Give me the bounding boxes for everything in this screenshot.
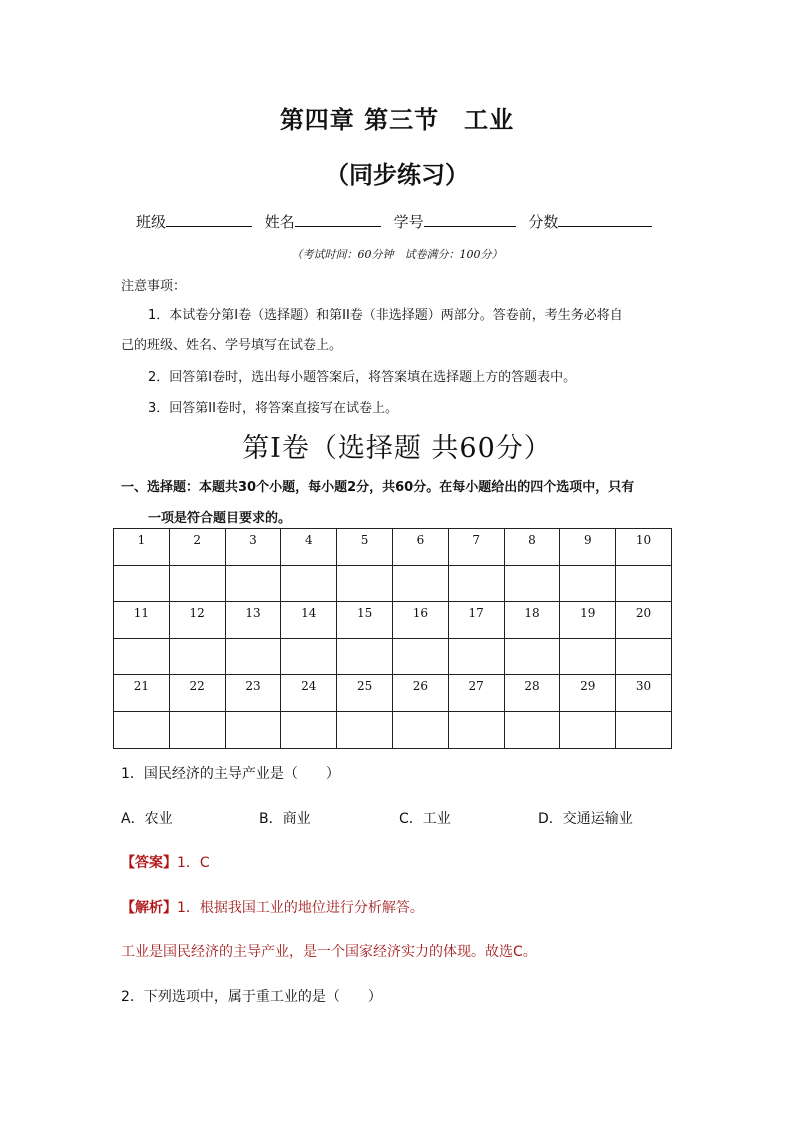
question-number-cell: 10 bbox=[616, 529, 672, 566]
question-number-cell: 4 bbox=[281, 529, 337, 566]
answer-value: 1．C bbox=[177, 855, 210, 871]
answer-blank-cell[interactable] bbox=[560, 711, 616, 748]
question-number-cell: 21 bbox=[114, 675, 170, 712]
student-info-line bbox=[136, 211, 660, 232]
question-number-cell: 27 bbox=[448, 675, 504, 712]
answer-table-number-row bbox=[114, 529, 672, 566]
answer-blank-cell[interactable] bbox=[392, 711, 448, 748]
answer-blank-cell[interactable] bbox=[114, 638, 170, 675]
answer-blank-cell[interactable] bbox=[337, 638, 393, 675]
question-number-cell: 11 bbox=[114, 602, 170, 639]
student-id-blank[interactable] bbox=[424, 212, 516, 227]
answer-table-blank-row bbox=[114, 711, 672, 748]
question-number-cell: 19 bbox=[560, 602, 616, 639]
question-number-cell: 12 bbox=[169, 602, 225, 639]
question-1-option-c[interactable]: C．工业 bbox=[399, 811, 451, 827]
question-number-cell: 3 bbox=[225, 529, 281, 566]
question-number-cell: 20 bbox=[616, 602, 672, 639]
question-1-stem: 1．国民经济的主导产业是（ ） bbox=[121, 766, 340, 782]
question-number-cell: 8 bbox=[504, 529, 560, 566]
question-number-cell: 30 bbox=[616, 675, 672, 712]
note-item-1-cont: 己的班级、姓名、学号填写在试卷上。 bbox=[121, 338, 343, 353]
answer-blank-cell[interactable] bbox=[448, 565, 504, 602]
question-number-cell: 17 bbox=[448, 602, 504, 639]
question-2-stem: 2．下列选项中，属于重工业的是（ ） bbox=[121, 989, 382, 1005]
question-number-cell: 1 bbox=[114, 529, 170, 566]
answer-blank-cell[interactable] bbox=[337, 711, 393, 748]
question-number-cell: 9 bbox=[560, 529, 616, 566]
answer-blank-cell[interactable] bbox=[169, 565, 225, 602]
answer-blank-cell[interactable] bbox=[448, 711, 504, 748]
answer-blank-cell[interactable] bbox=[225, 565, 281, 602]
answer-table-number-row bbox=[114, 675, 672, 712]
answer-blank-cell[interactable] bbox=[225, 638, 281, 675]
answer-table bbox=[113, 528, 672, 749]
answer-blank-cell[interactable] bbox=[281, 565, 337, 602]
question-number-cell: 18 bbox=[504, 602, 560, 639]
answer-blank-cell[interactable] bbox=[560, 638, 616, 675]
volume-title: 第I卷（选择题 共60分） bbox=[242, 433, 552, 464]
question-number-cell: 5 bbox=[337, 529, 393, 566]
answer-blank-cell[interactable] bbox=[392, 638, 448, 675]
answer-table-blank-row bbox=[114, 565, 672, 602]
answer-blank-cell[interactable] bbox=[169, 711, 225, 748]
question-number-cell: 28 bbox=[504, 675, 560, 712]
answer-label: 【答案】 bbox=[121, 855, 177, 871]
answer-blank-cell[interactable] bbox=[337, 565, 393, 602]
question-number-cell: 23 bbox=[225, 675, 281, 712]
question-number-cell: 2 bbox=[169, 529, 225, 566]
answer-blank-cell[interactable] bbox=[560, 565, 616, 602]
question-number-cell: 26 bbox=[392, 675, 448, 712]
question-1-option-a[interactable]: A．农业 bbox=[121, 811, 173, 827]
question-number-cell: 6 bbox=[392, 529, 448, 566]
answer-blank-cell[interactable] bbox=[392, 565, 448, 602]
note-item-3: 3．回答第II卷时，将答案直接写在试卷上。 bbox=[148, 401, 398, 416]
note-item-2: 2．回答第I卷时，选出每小题答案后，将答案填在选择题上方的答题表中。 bbox=[148, 370, 577, 385]
instruction-line-1: 一、选择题：本题共30个小题，每小题2分，共60分。在每小题给出的四个选项中，只有 bbox=[121, 480, 635, 495]
question-number-cell: 13 bbox=[225, 602, 281, 639]
page-title: 第四章 第三节 工业 bbox=[279, 106, 515, 134]
answer-line bbox=[121, 852, 210, 872]
question-number-cell: 29 bbox=[560, 675, 616, 712]
analysis-text-1: 1．根据我国工业的地位进行分析解答。 bbox=[177, 900, 424, 916]
question-number-cell: 22 bbox=[169, 675, 225, 712]
answer-blank-cell[interactable] bbox=[114, 565, 170, 602]
name-label: 姓名 bbox=[264, 213, 295, 231]
question-number-cell: 15 bbox=[337, 602, 393, 639]
analysis-label: 【解析】 bbox=[121, 900, 177, 916]
class-label: 班级 bbox=[136, 213, 167, 231]
answer-blank-cell[interactable] bbox=[616, 565, 672, 602]
answer-blank-cell[interactable] bbox=[504, 638, 560, 675]
student-id-label: 学号 bbox=[393, 213, 424, 231]
name-blank[interactable] bbox=[295, 212, 381, 227]
answer-blank-cell[interactable] bbox=[616, 638, 672, 675]
question-number-cell: 16 bbox=[392, 602, 448, 639]
answer-table-blank-row bbox=[114, 638, 672, 675]
section-instruction bbox=[121, 472, 691, 534]
answer-blank-cell[interactable] bbox=[225, 711, 281, 748]
analysis-line bbox=[121, 897, 424, 917]
exam-time: （考试时间：60分钟 试卷满分：100分） bbox=[291, 248, 503, 261]
score-label: 分数 bbox=[528, 213, 559, 231]
answer-blank-cell[interactable] bbox=[281, 638, 337, 675]
answer-blank-cell[interactable] bbox=[281, 711, 337, 748]
answer-blank-cell[interactable] bbox=[504, 711, 560, 748]
question-1-option-b[interactable]: B．商业 bbox=[259, 811, 311, 827]
instruction-line-2: 一项是符合题目要求的。 bbox=[148, 511, 292, 526]
answer-blank-cell[interactable] bbox=[616, 711, 672, 748]
notes-title: 注意事项： bbox=[121, 279, 187, 294]
question-number-cell: 25 bbox=[337, 675, 393, 712]
answer-blank-cell[interactable] bbox=[169, 638, 225, 675]
score-blank[interactable] bbox=[558, 212, 652, 227]
answer-table-number-row bbox=[114, 602, 672, 639]
answer-blank-cell[interactable] bbox=[448, 638, 504, 675]
answer-blank-cell[interactable] bbox=[504, 565, 560, 602]
answer-blank-cell[interactable] bbox=[114, 711, 170, 748]
page-subtitle: （同步练习） bbox=[325, 161, 469, 189]
class-blank[interactable] bbox=[166, 212, 252, 227]
question-number-cell: 7 bbox=[448, 529, 504, 566]
analysis-text-2: 工业是国民经济的主导产业，是一个国家经济实力的体现。故选C。 bbox=[121, 944, 537, 960]
note-item-1: 1．本试卷分第I卷（选择题）和第II卷（非选择题）两部分。答卷前，考生务必将自 bbox=[148, 308, 623, 323]
question-number-cell: 14 bbox=[281, 602, 337, 639]
question-1-option-d[interactable]: D．交通运输业 bbox=[538, 811, 633, 827]
question-number-cell: 24 bbox=[281, 675, 337, 712]
